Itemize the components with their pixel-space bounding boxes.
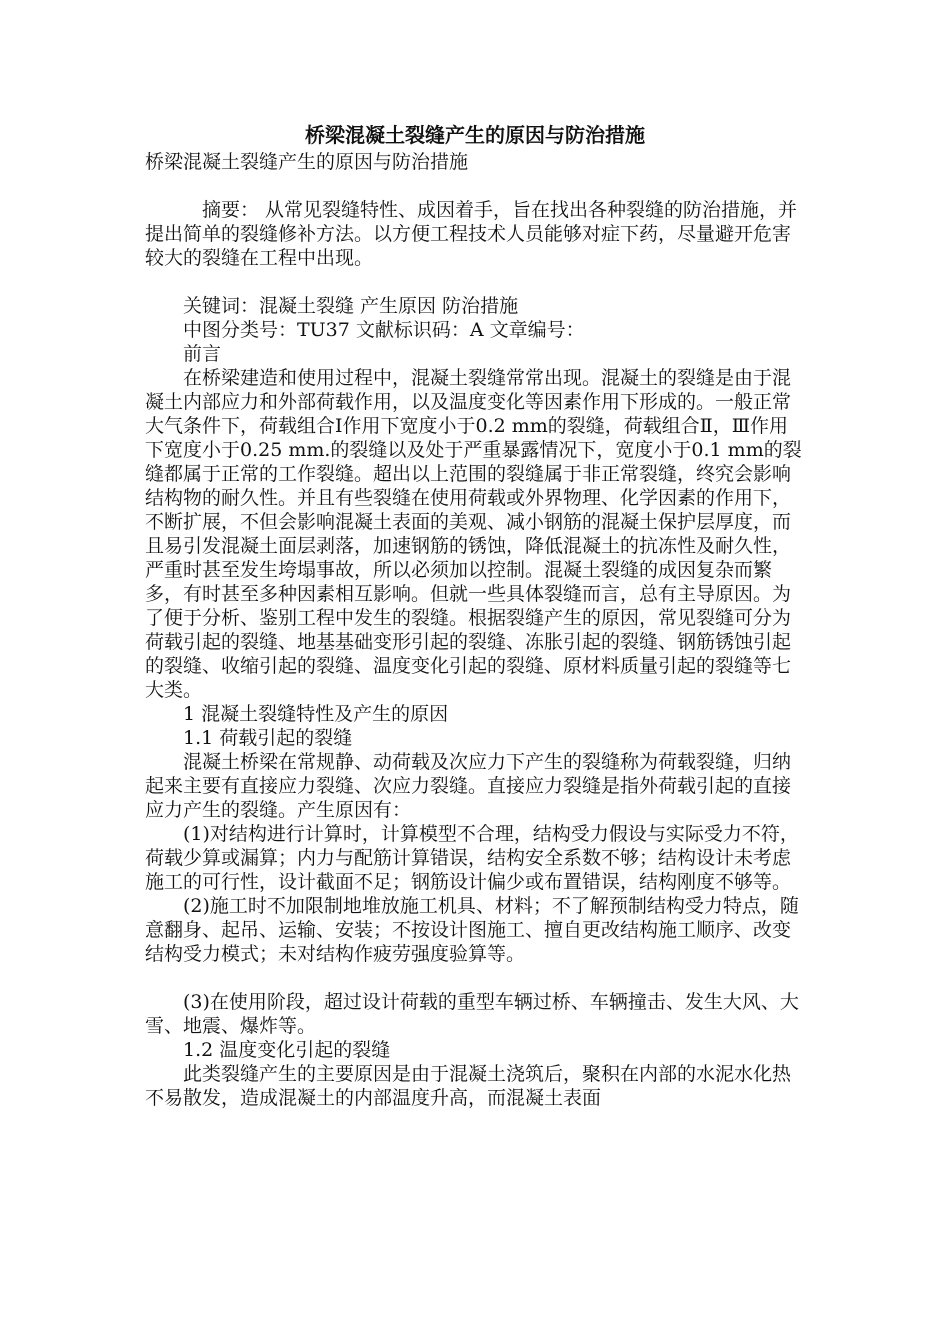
abstract-paragraph: 摘要： 从常见裂缝特性、成因着手，旨在找出各种裂缝的防治措施，并提出简单的裂缝修补方法。以方便工程技术人员能够对症下药，尽量避开危害较大的裂缝在工程中出现。 [145, 199, 798, 269]
spacer [145, 966, 805, 990]
document-title: 桥梁混凝土裂缝产生的原因与防治措施 [305, 123, 645, 147]
section-1-2-heading: 1.2 温度变化引起的裂缝 [183, 1039, 391, 1061]
document-subtitle: 桥梁混凝土裂缝产生的原因与防治措施 [145, 151, 469, 173]
spacer [145, 270, 805, 294]
section-1-2-paragraph: 此类裂缝产生的主要原因是由于混凝土浇筑后，聚积在内部的水泥水化热不易散发，造成混凝土的内部温度升高，而混凝土表面 [145, 1063, 792, 1109]
section-1-heading: 1 混凝土裂缝特性及产生的原因 [183, 703, 449, 725]
cause-item-1: (1)对结构进行计算时，计算模型不合理，结构受力假设与实际受力不符，荷载少算或漏算；内力与配筋计算错误，结构安全系数不够；结构设计未考虑施工的可行性，设计截面不足；钢筋设计偏少或布置错误，结构刚度不够等。 [145, 823, 799, 893]
preface-heading: 前言 [183, 343, 222, 365]
preface-paragraph: 在桥梁建造和使用过程中，混凝土裂缝常常出现。混凝土的裂缝是由于混凝土内部应力和外部荷载作用，以及温度变化等因素作用下形成的。一般正常大气条件下，荷载组合Ⅰ作用下宽度小于0.2 mm的裂缝，荷载组合Ⅱ，Ⅲ作用下宽度小于0.25 mm.的裂缝以及处于严重暴露情况下，宽度小于0.1 mm的裂缝都属于正常的工作裂缝。超出以上范围的裂缝属于非正常裂缝，终究会影响结构物的耐久性。并且有些裂缝在使用荷载或外界物理、化学因素的作用下，不断扩展，不但会影响混凝土表面的美观、减小钢筋的混凝土保护层厚度，而且易引发混凝土面层剥落，加速钢筋的锈蚀，降低混凝土的抗冻性及耐久性，严重时甚至发生垮塌事故，所以必须加以控制。混凝土裂缝的成因复杂而繁多，有时甚至多种因素相互影响。但就一些具体裂缝而言，总有主导原因。为了便于分析、鉴别工程中发生的裂缝。根据裂缝产生的原因，常见裂缝可分为荷载引起的裂缝、地基基础变形引起的裂缝、冻胀引起的裂缝、钢筋锈蚀引起的裂缝、收缩引起的裂缝、温度变化引起的裂缝、原材料质量引起的裂缝等七大类。 [145, 367, 802, 701]
section-1-1-heading: 1.1 荷载引起的裂缝 [183, 727, 353, 749]
keywords-line: 关键词：混凝土裂缝 产生原因 防治措施 [183, 295, 519, 317]
classification-line: 中图分类号：TU37 文献标识码：A 文章编号： [183, 319, 585, 341]
section-1-1-intro: 混凝土桥梁在常规静、动荷载及次应力下产生的裂缝称为荷载裂缝，归纳起来主要有直接应力裂缝、次应力裂缝。直接应力裂缝是指外荷载引起的直接应力产生的裂缝。产生原因有： [145, 751, 792, 821]
document-body [145, 150, 805, 1110]
cause-item-2: (2)施工时不加限制地堆放施工机具、材料；不了解预制结构受力特点，随意翻身、起吊、运输、安装；不按设计图施工、擅自更改结构施工顺序、改变结构受力模式；未对结构作疲劳强度验算等。 [145, 895, 799, 965]
cause-item-3: (3)在使用阶段，超过设计荷载的重型车辆过桥、车辆撞击、发生大风、大雪、地震、爆炸等。 [145, 991, 799, 1037]
spacer [145, 174, 805, 198]
